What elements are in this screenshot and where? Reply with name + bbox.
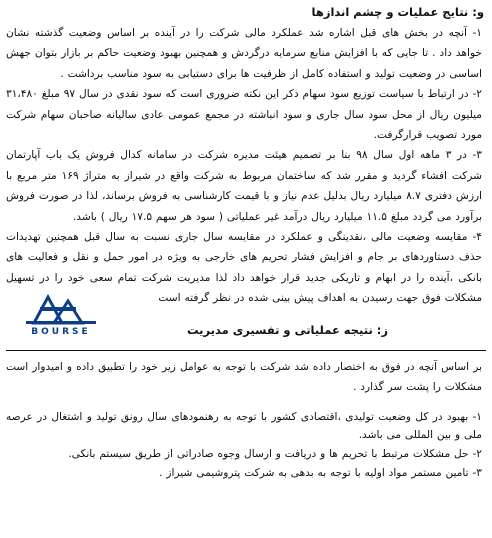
results-heading: و: نتایج عملیات و چشم اندازها (311, 5, 484, 19)
management-item-2: ۲- حل مشکلات مرتبط با تحریم ها و دریافت و ارسال وجوه صادراتی از طریق سیستم بانکی. (68, 448, 482, 460)
results-item-4: ۴- مقایسه وضعیت مالی ،نقدینگی و عملکرد در مقایسه سال جاری نسبت به سال قبل همچنین تهدیدات حذف دستاوردهای بر جام و افزایش فشار تحریم های خارجی به ویژه در امور حمل و نقل و فعالیت های بانکی ،آینده را در ابهام و تاریکی جدید قرار خواهد داد لذا مدیریت شرکت تمام سعی خود را در تسهیل مشکلات فوق جهت رسیدن به اهداف پیش بینی شده در نظر گرفته است (6, 231, 482, 305)
bourse-logo-mark (18, 293, 104, 327)
management-list (6, 408, 486, 482)
results-item-3: ۳- در ۳ ماهه اول سال ۹۸ بنا بر تصمیم هیئت مدیره شرکت در سامانه کدال فروش یک باب آپارتمان شرکت افشاء گردید و مقرر شد که ساختمان مربوط به شرکت واقع در شیراز به متراژ ۱۶۹ متر مربع با ارزش دفتری ۸.۷ میلیارد ریال بدلیل عدم نیاز و با قیمت کارشناسی به فروش برساند، لذا در صورت فروش برآورد می گردد مبلغ ۱۱.۵ میلیارد ریال درآمد غیر عملیاتی ( سود هر سهم ۱۷.۵ ریال ) باشد. (6, 149, 482, 223)
results-section (6, 4, 486, 309)
management-item-1: ۱- بهبود در کل وضعیت تولیدی ،اقتصادی کشور با توجه به رهنمودهای سال رونق تولید و اشتغال در عرصه ملی و بین المللی می باشد. (6, 410, 482, 442)
results-item-2: ۲- در ارتباط با سیاست توزیع سود سهام ذکر این نکته ضروری است که سود نقدی در سال ۹۷ مبلغ ۳۱،۴۸۰ میلیون ریال از محل سود سال جاری و سود انباشته در مجمع عمومی عادی سالیانه صاحبان سهام شرکت مورد تصویب قرارگرفت. (6, 88, 482, 142)
bourse-logo (18, 293, 104, 337)
management-intro: بر اساس آنچه در فوق به اختصار داده شد شرکت با توجه به عوامل زیر خود را تطبیق داده و امیدوار است مشکلات را پشت سر گذارد . (6, 361, 482, 394)
results-item-1: ۱- آنچه در بخش های قبل اشاره شد عملکرد مالی شرکت را در آینده بر اساس وضعیت گذشته نشان خواهد داد . تا جایی که با افزایش منابع سرمایه درگردش و همچنین بهبود وضعیت حاکم بر بازار بتوان جهش اساسی در وضعیت تولید و استفاده کامل از ظرفیت ها برای دستیابی به سود مناسب برداشت . (6, 27, 482, 80)
management-section (6, 350, 486, 482)
management-item-3: ۳- تامین مستمر مواد اولیه با توجه به بدهی به شرکت پتروشیمی شیراز . (159, 466, 482, 479)
management-heading: ز: نتیجه عملیاتی و تفسیری مدیریت (187, 323, 388, 337)
logo-wordmark: BOURSE (31, 327, 91, 337)
